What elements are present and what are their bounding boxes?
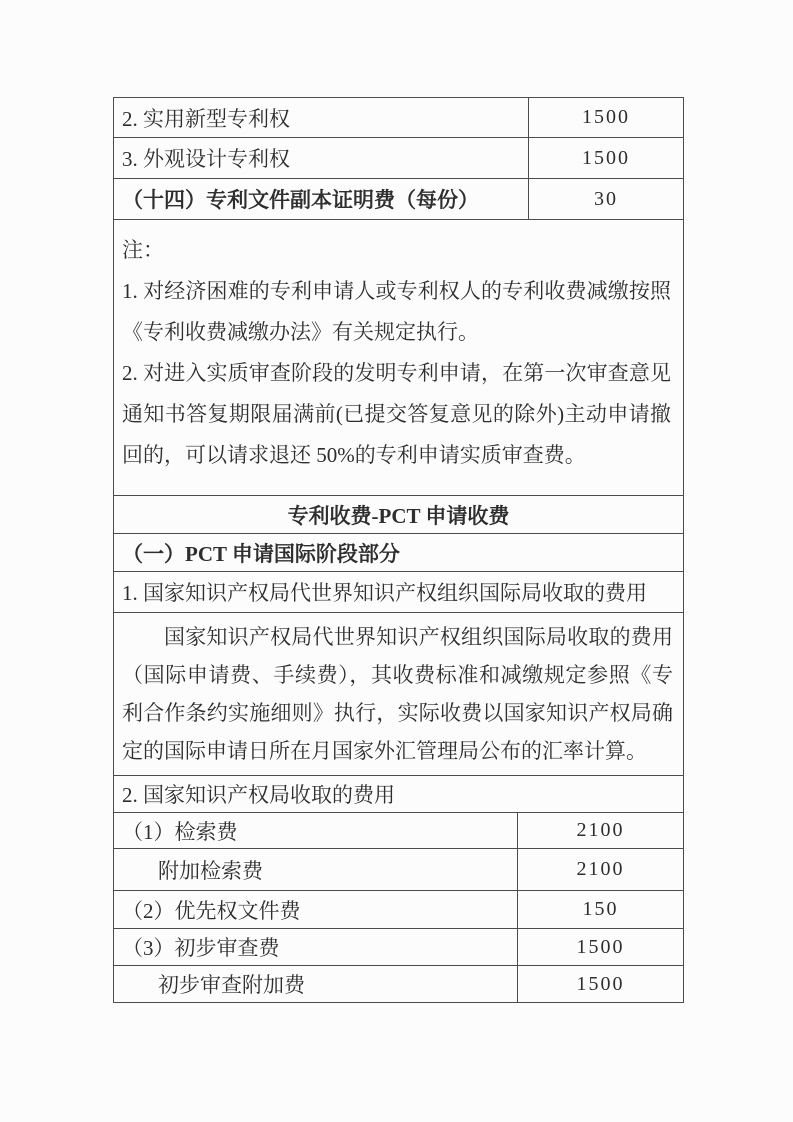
table-row: [114, 891, 684, 929]
table-row: [114, 849, 684, 891]
table-row: [114, 179, 684, 220]
fee-item-value: 1500: [518, 929, 684, 966]
table-row: [114, 98, 684, 138]
fee-item-label: （十四）专利文件副本证明费（每份）: [114, 179, 529, 220]
fee-item-label: 附加检索费: [114, 849, 518, 891]
fee-item-label: 2. 实用新型专利权: [114, 98, 529, 138]
table-row: [114, 138, 684, 179]
fee-item-label: 初步审查附加费: [114, 966, 518, 1003]
fee-item-label: 3. 外观设计专利权: [114, 138, 529, 179]
table-row: [114, 966, 684, 1003]
fee-item-value: 2100: [518, 813, 684, 849]
patent-fee-table-top: [113, 97, 684, 496]
fee-item-label: （1）检索费: [114, 813, 518, 849]
pct-item1-paragraph: 国家知识产权局代世界知识产权组织国际局收取的费用（国际申请费、手续费），其收费标准和减缴规定参照《专利合作条约实施细则》执行，实际收费以国家知识产权局确定的国际申请日所在月国家外汇管理局公布的汇率计算。: [122, 625, 673, 763]
pct-fee-table: [113, 495, 684, 1003]
table-row-notes: [114, 220, 684, 496]
fee-item-label: （2）优先权文件费: [114, 891, 518, 929]
pct-table-title: 专利收费-PCT 申请收费: [114, 496, 684, 534]
notes-cell: [114, 220, 684, 496]
pct-part1-heading: （一）PCT 申请国际阶段部分: [114, 534, 684, 572]
pct-item1-paragraph-cell: [114, 613, 684, 776]
fee-item-label: （3）初步审查费: [114, 929, 518, 966]
fee-item-value: 2100: [518, 849, 684, 891]
pct-item2-heading: 2. 国家知识产权局收取的费用: [114, 776, 684, 813]
table-row-title: [114, 496, 684, 534]
fee-item-value: 30: [529, 179, 684, 220]
notes-heading: 注：: [122, 238, 164, 262]
fee-item-value: 1500: [529, 98, 684, 138]
table-row-subheading: [114, 776, 684, 813]
note-item: 1. 对经济困难的专利申请人或专利权人的专利收费减缴按照《专利收费减缴办法》有关规定执行。: [122, 279, 671, 344]
note-item: 2. 对进入实质审查阶段的发明专利申请，在第一次审查意见通知书答复期限届满前(已提交答复意见的除外)主动申请撤回的，可以请求退还 50%的专利申请实质审查费。: [122, 361, 671, 467]
table-row-section: [114, 534, 684, 572]
table-row: [114, 929, 684, 966]
fee-item-value: 150: [518, 891, 684, 929]
patent-fee-document: [113, 97, 683, 1003]
pct-item1-heading: 1. 国家知识产权局代世界知识产权组织国际局收取的费用: [114, 572, 684, 613]
table-row: [114, 813, 684, 849]
fee-item-value: 1500: [529, 138, 684, 179]
table-row-paragraph: [114, 613, 684, 776]
table-row-subheading: [114, 572, 684, 613]
fee-item-value: 1500: [518, 966, 684, 1003]
